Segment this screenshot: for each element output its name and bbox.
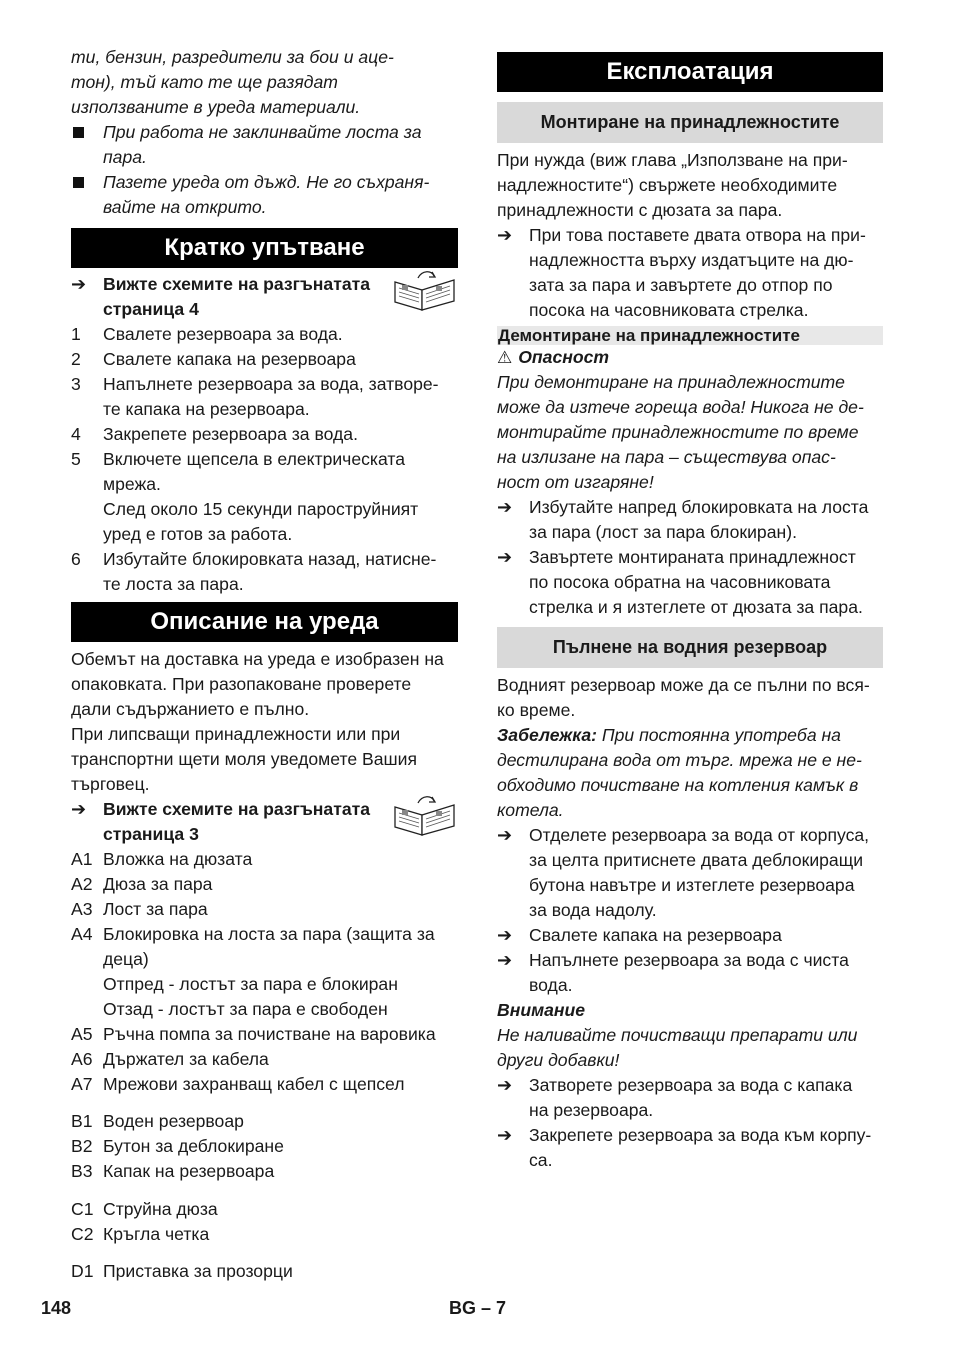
- step-line: Избутайте напред блокировката на лоста: [529, 497, 869, 517]
- book-icon: [392, 268, 458, 314]
- item-text: [103, 1047, 458, 1072]
- description-line: търговец.: [71, 774, 150, 794]
- item-line: След около 15 секунди пароструйният: [103, 499, 419, 519]
- description-line: При липсващи принадлежности или при: [71, 724, 401, 744]
- item-line: Свалете резервоара за вода.: [103, 324, 343, 344]
- step-line: са.: [529, 1150, 553, 1170]
- item-line: Избутайте блокировката назад, натисне-: [103, 549, 437, 569]
- item-number: 2: [71, 349, 81, 369]
- step-line: Затворете резервоара за вода с капака: [529, 1075, 853, 1095]
- item-text: [103, 922, 458, 1022]
- mounting-line: принадлежности с дюзата за пара.: [497, 200, 783, 220]
- quick-step: [71, 447, 458, 547]
- intro-line: тон), тъй като те ще разядат: [71, 72, 338, 92]
- filling-step: [497, 1073, 883, 1123]
- item-line: Напълнете резервоара за вода, затворе-: [103, 374, 439, 394]
- part-item: [71, 1072, 458, 1097]
- caution-line: Не наливайте почистващи препарати или: [497, 1025, 858, 1045]
- part-item: [71, 1134, 458, 1159]
- reference-line: страница 4: [103, 299, 199, 319]
- item-text: [103, 347, 458, 372]
- step-line: за пара (лост за пара блокиран).: [529, 522, 797, 542]
- book-icon: [392, 793, 458, 839]
- item-number: C2: [71, 1224, 94, 1244]
- caution-label: Внимание: [497, 1000, 586, 1020]
- danger-line: може да изтече гореща вода! Никога не де-: [497, 397, 864, 417]
- item-text: [103, 422, 458, 447]
- danger-line: При демонтиране на принадлежностите: [497, 372, 845, 392]
- square-bullet-icon: [73, 127, 84, 138]
- step-line: Закрепете резервоара за вода към корпу-: [529, 1125, 872, 1145]
- subsection-dismounting: Демонтиране на принадлежностите: [497, 326, 883, 345]
- item-text: [103, 872, 458, 897]
- item-line: Отпред - лостът за пара е блокиран: [103, 974, 398, 994]
- bullet-line: При работа не заклинвайте лоста за: [103, 122, 422, 142]
- quick-step: [71, 422, 458, 447]
- subsection-mounting: Монтиране на принадлежностите: [497, 102, 883, 143]
- description-line: транспортни щети моля уведомете Вашия: [71, 749, 417, 769]
- item-line: Мрежови захранващ кабел с щепсел: [103, 1074, 405, 1094]
- bullet-text: [103, 120, 458, 170]
- spacer: [497, 45, 883, 52]
- item-text: [103, 372, 458, 422]
- spacer: [71, 1247, 458, 1259]
- item-line: Воден резервоар: [103, 1111, 244, 1131]
- mounting-step: [497, 223, 883, 323]
- filling-step: [497, 948, 883, 998]
- square-bullet-icon: [73, 177, 84, 188]
- item-text: [103, 447, 458, 547]
- mounting-line: При нужда (виж глава „Използване на при-: [497, 150, 848, 170]
- danger-heading: [497, 345, 883, 370]
- arrow-icon: ➔: [497, 925, 513, 945]
- item-line: Приставка за прозорци: [103, 1261, 293, 1281]
- step-line: за целта притиснете двата деблокиращи: [529, 850, 864, 870]
- step-line: Завъртете монтираната принадлежност: [529, 547, 856, 567]
- arrow-icon: ➔: [497, 1075, 513, 1095]
- step-line: При това поставете двата отвора на при-: [529, 225, 866, 245]
- item-number: 5: [71, 449, 81, 469]
- item-text: [103, 1197, 458, 1222]
- arrow-icon: ➔: [497, 225, 513, 245]
- description-line: дали съдържанието е пълно.: [71, 699, 310, 719]
- spacer: [497, 92, 883, 102]
- description-line: Обемът на доставка на уреда е изобразен на: [71, 649, 444, 669]
- diagram-reference: [71, 797, 458, 847]
- item-number: B3: [71, 1161, 93, 1181]
- bullet-marker: [71, 120, 103, 170]
- step-line: Свалете капака на резервоара: [529, 925, 782, 945]
- arrow-icon: ➔: [497, 1125, 513, 1145]
- arrow-icon: ➔: [497, 497, 513, 517]
- item-number: A1: [71, 849, 93, 869]
- arrow-icon: ➔: [497, 825, 513, 845]
- item-line: Отзад - лостът за пара е свободен: [103, 999, 388, 1019]
- dismounting-step: [497, 545, 883, 620]
- step-text: [529, 823, 883, 923]
- item-line: Лост за пара: [103, 899, 208, 919]
- item-line: мрежа.: [103, 474, 161, 494]
- part-item: [71, 1159, 458, 1184]
- step-line: Напълнете резервоара за вода с чиста: [529, 950, 849, 970]
- part-item: [71, 847, 458, 872]
- left-column: [71, 45, 458, 1284]
- part-item: [71, 1222, 458, 1247]
- item-text: [103, 1022, 458, 1047]
- filling-line: Водният резервоар може да се пълни по вся-: [497, 675, 870, 695]
- filling-step: [497, 823, 883, 923]
- spacer: [497, 620, 883, 627]
- step-text: [529, 948, 883, 998]
- item-line: те капака на резервоара.: [103, 399, 310, 419]
- caution-line: други добавки!: [497, 1050, 620, 1070]
- step-text: [529, 1123, 883, 1173]
- item-text: [103, 1159, 458, 1184]
- item-number: A4: [71, 924, 93, 944]
- item-line: Струйна дюза: [103, 1199, 218, 1219]
- step-line: стрелка и я изтеглете от дюзата за пара.: [529, 597, 863, 617]
- step-line: на резервоара.: [529, 1100, 654, 1120]
- item-line: уред е готов за работа.: [103, 524, 293, 544]
- item-number: A3: [71, 899, 93, 919]
- item-line: Държател за кабела: [103, 1049, 269, 1069]
- step-text: [529, 223, 883, 323]
- step-line: надлежността върху издатъците на дю-: [529, 250, 854, 270]
- item-line: Ръчна помпа за почистване на варовика: [103, 1024, 436, 1044]
- item-number: 3: [71, 374, 81, 394]
- item-text: [103, 1109, 458, 1134]
- part-item: [71, 922, 458, 1022]
- section-title-quick-guide: Кратко упътване: [71, 228, 458, 268]
- quick-step: [71, 347, 458, 372]
- item-text: [103, 897, 458, 922]
- step-line: посока на часовниковата стрелка.: [529, 300, 809, 320]
- bullet-marker: [71, 170, 103, 220]
- arrow-icon: ➔: [71, 799, 87, 819]
- spacer: [71, 1097, 458, 1109]
- part-item: [71, 1109, 458, 1134]
- section-title-description: Описание на уреда: [71, 602, 458, 642]
- reference-text: [103, 797, 392, 847]
- reference-line: страница 3: [103, 824, 199, 844]
- arrow-icon: ➔: [71, 274, 87, 294]
- quick-step: [71, 322, 458, 347]
- danger-label: Опасност: [518, 347, 610, 367]
- item-line: Дюза за пара: [103, 874, 213, 894]
- section-code: BG – 7: [449, 1298, 507, 1318]
- item-number: D1: [71, 1261, 94, 1281]
- item-text: [103, 1222, 458, 1247]
- part-item: [71, 872, 458, 897]
- warning-triangle-icon: ⚠: [497, 348, 513, 367]
- bullet-line: Пазете уреда от дъжд. Не го съхраня-: [103, 172, 430, 192]
- item-line: Бутон за деблокиране: [103, 1136, 284, 1156]
- item-text: [103, 847, 458, 872]
- danger-line: ност от изгаряне!: [497, 472, 654, 492]
- part-item: [71, 1047, 458, 1072]
- filling-step: [497, 923, 883, 948]
- item-number: 4: [71, 424, 81, 444]
- right-column: [497, 45, 883, 1173]
- item-line: Кръгла четка: [103, 1224, 210, 1244]
- item-number: 1: [71, 324, 81, 344]
- part-item: [71, 897, 458, 922]
- danger-line: на излизане на пара – съществува опас-: [497, 447, 836, 467]
- step-line: зата за пара и завъртете до отпор по: [529, 275, 833, 295]
- note-text: При постоянна употреба на: [596, 725, 841, 745]
- item-number: A6: [71, 1049, 93, 1069]
- item-line: Закрепете резервоара за вода.: [103, 424, 358, 444]
- item-text: [103, 547, 458, 597]
- item-line: Вложка на дюзата: [103, 849, 253, 869]
- item-number: 6: [71, 549, 81, 569]
- item-number: C1: [71, 1199, 94, 1219]
- bullet-item: [71, 120, 458, 170]
- item-line: Свалете капака на резервоара: [103, 349, 356, 369]
- item-line: Блокировка на лоста за пара (защита за: [103, 924, 435, 944]
- item-text: [103, 322, 458, 347]
- item-number: A5: [71, 1024, 93, 1044]
- part-item: [71, 1197, 458, 1222]
- item-text: [103, 1134, 458, 1159]
- page-number: 148: [41, 1298, 72, 1318]
- quick-step: [71, 372, 458, 422]
- step-line: бутона навътре и изтеглете резервоара: [529, 875, 855, 895]
- item-text: [103, 1259, 458, 1284]
- spacer: [71, 220, 458, 228]
- reference-text: [103, 272, 392, 322]
- danger-line: монтирайте принадлежностите по време: [497, 422, 859, 442]
- item-line: деца): [103, 949, 149, 969]
- reference-line: Вижте схемите на разгънатата: [103, 799, 371, 819]
- note-line: котела.: [497, 800, 564, 820]
- note-first-line: [497, 723, 883, 748]
- item-line: Включете щепсела в електрическата: [103, 449, 406, 469]
- dismounting-step: [497, 495, 883, 545]
- item-number: B2: [71, 1136, 93, 1156]
- description-line: опаковката. При разопаковане проверете: [71, 674, 412, 694]
- step-line: за вода надолу.: [529, 900, 657, 920]
- step-text: [529, 923, 883, 948]
- filling-line: ко време.: [497, 700, 576, 720]
- part-item: [71, 1022, 458, 1047]
- item-number: A2: [71, 874, 93, 894]
- step-line: вода.: [529, 975, 573, 995]
- section-title-operation: Експлоатация: [497, 52, 883, 92]
- bullet-text: [103, 170, 458, 220]
- note-line: обходимо почистване на котления камък в: [497, 775, 859, 795]
- step-text: [529, 495, 883, 545]
- item-number: B1: [71, 1111, 93, 1131]
- item-line: Капак на резервоара: [103, 1161, 275, 1181]
- step-text: [529, 545, 883, 620]
- filling-step: [497, 1123, 883, 1173]
- step-line: по посока обратна на часовниковата: [529, 572, 831, 592]
- arrow-icon: ➔: [497, 950, 513, 970]
- quick-step: [71, 547, 458, 597]
- step-line: Отделете резервоара за вода от корпуса,: [529, 825, 870, 845]
- note-line: дестилирана вода от търг. мрежа не е не-: [497, 750, 862, 770]
- part-item: [71, 1259, 458, 1284]
- spacer: [71, 1184, 458, 1197]
- arrow-icon: ➔: [497, 547, 513, 567]
- intro-line: използваните в уреда материали.: [71, 97, 361, 117]
- intro-line: ти, бензин, разредители за бои и аце-: [71, 47, 394, 67]
- bullet-item: [71, 170, 458, 220]
- bullet-line: вайте на открито.: [103, 197, 267, 217]
- item-text: [103, 1072, 458, 1097]
- item-number: A7: [71, 1074, 93, 1094]
- diagram-reference: [71, 272, 458, 322]
- step-text: [529, 1073, 883, 1123]
- note-label: Забележка:: [497, 725, 597, 745]
- bullet-line: пара.: [103, 147, 147, 167]
- reference-line: Вижте схемите на разгънатата: [103, 274, 371, 294]
- subsection-filling: Пълнене на водния резервоар: [497, 627, 883, 668]
- item-line: те лоста за пара.: [103, 574, 244, 594]
- mounting-line: надлежностите“) свържете необходимите: [497, 175, 838, 195]
